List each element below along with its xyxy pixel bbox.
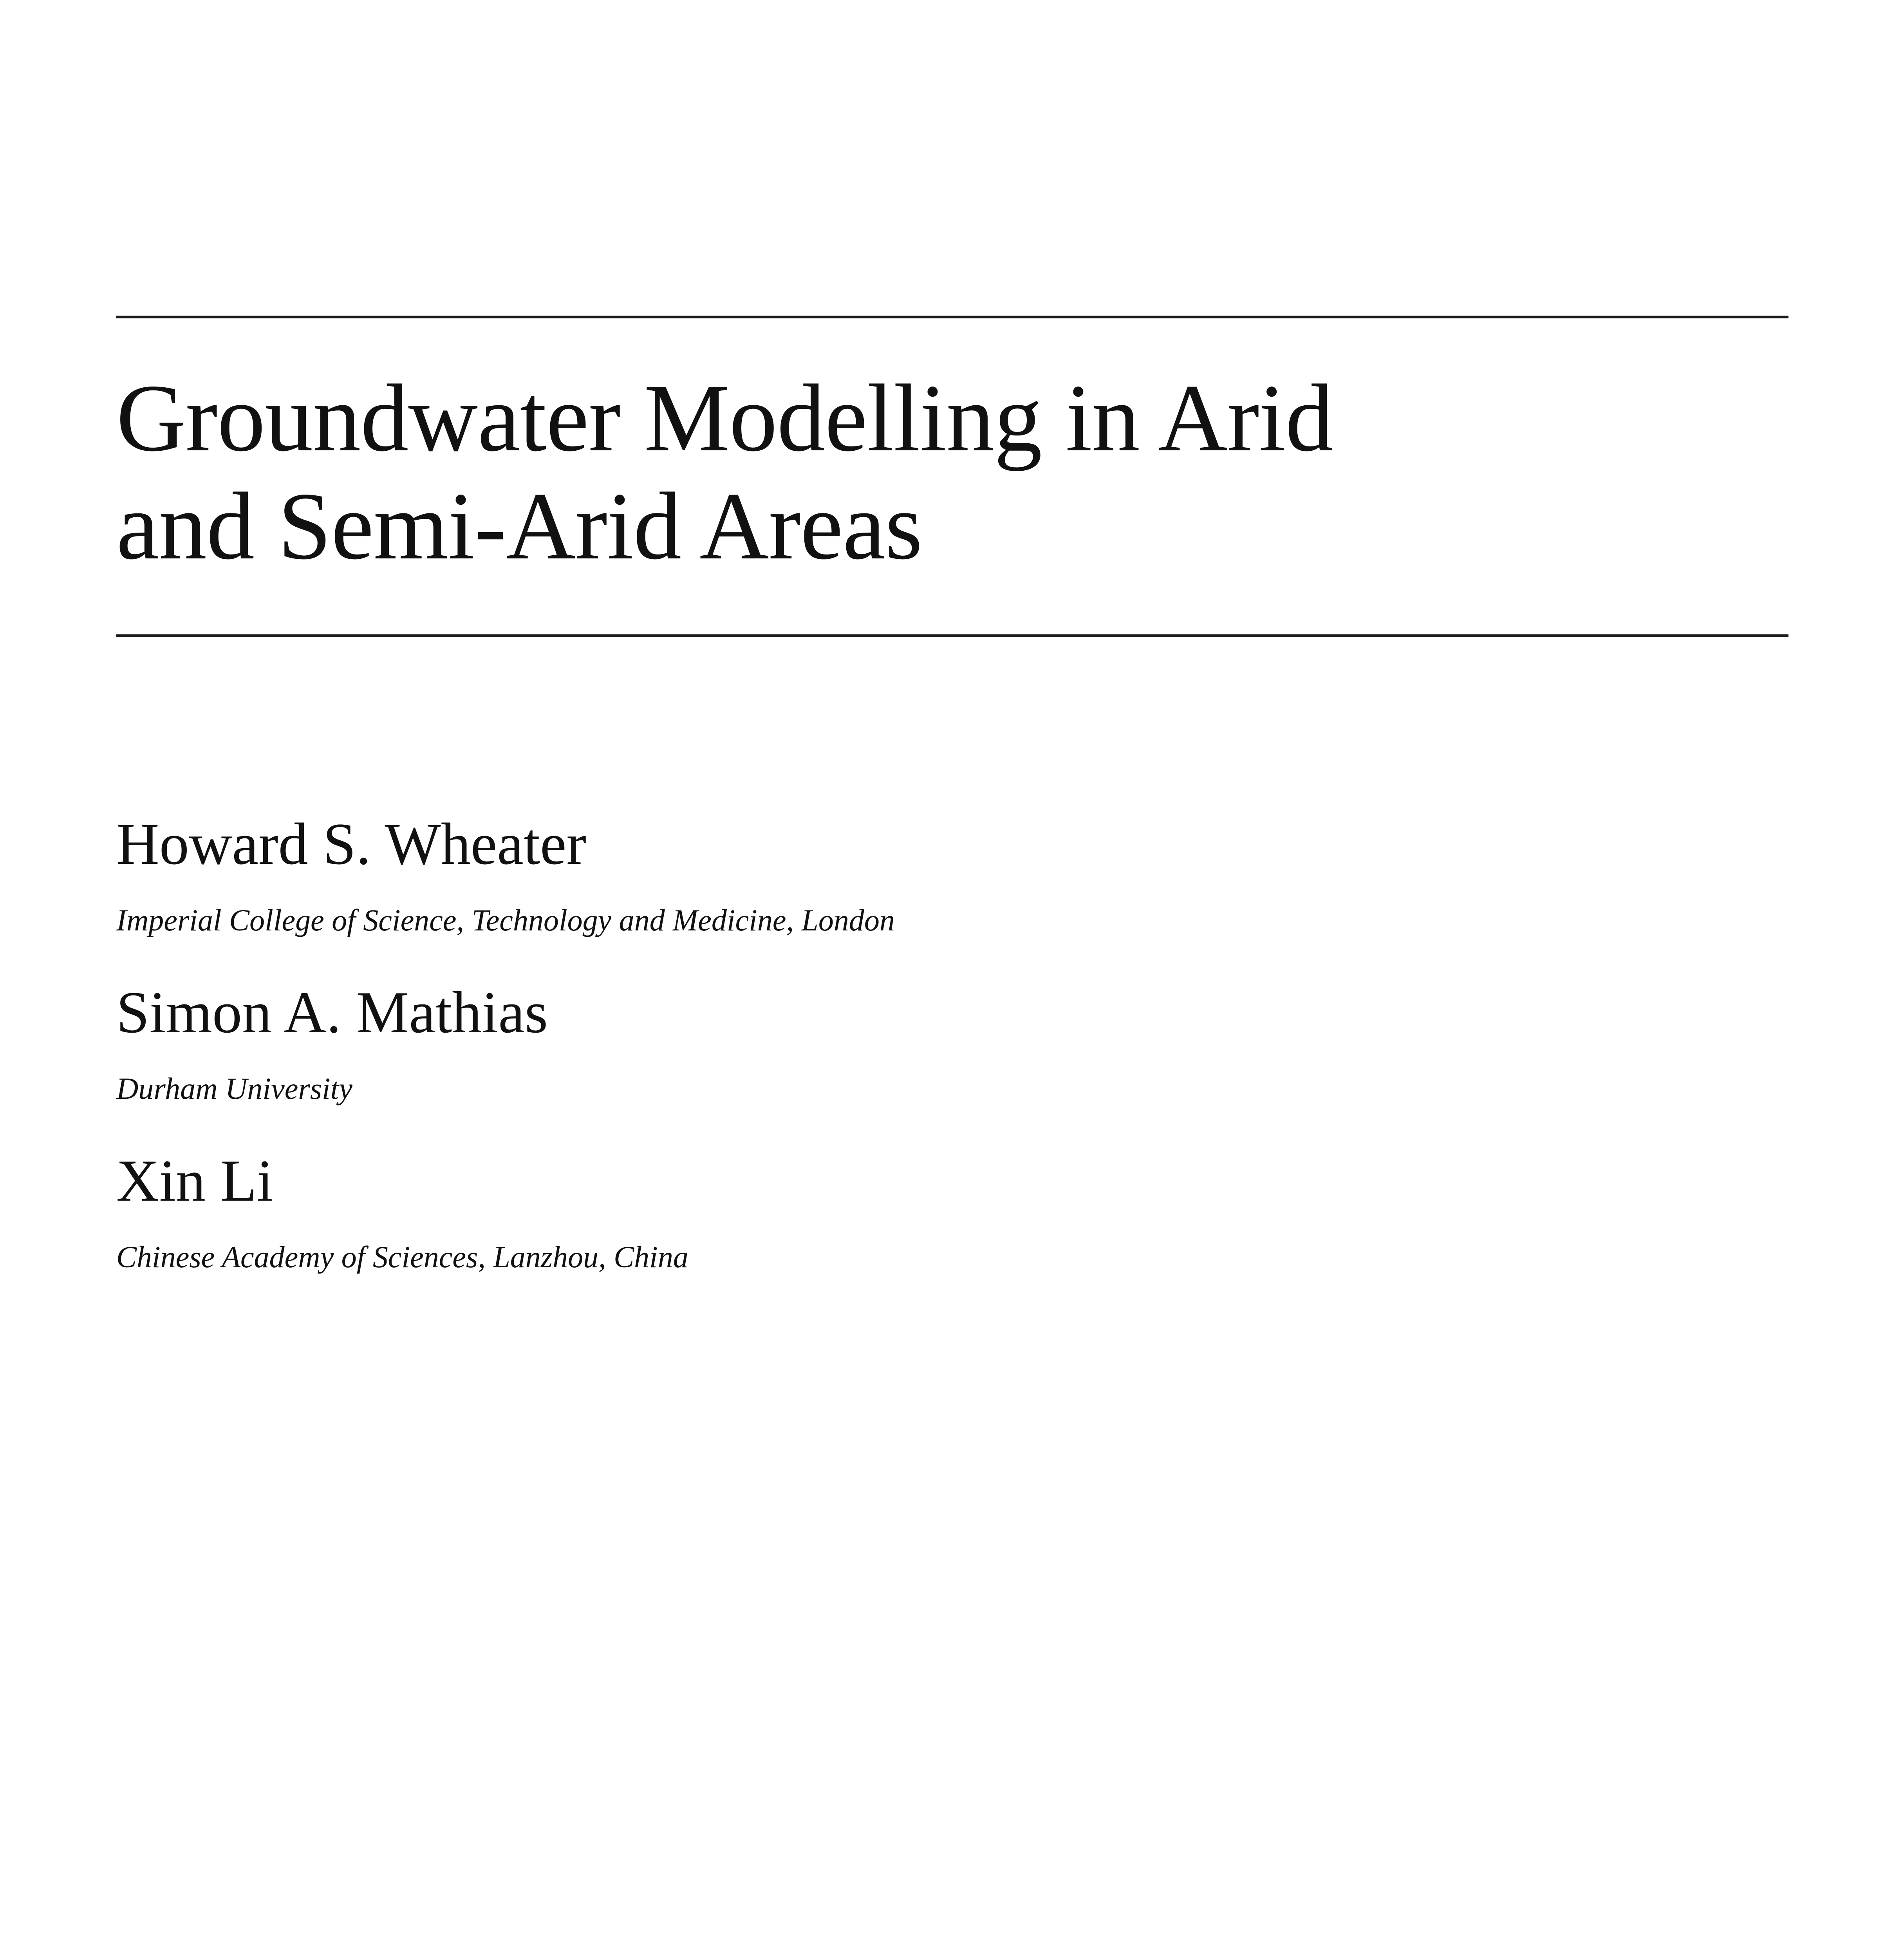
bottom-rule [116,634,1788,637]
author-affiliation: Durham University [116,1071,353,1105]
author-affiliation: Chinese Academy of Sciences, Lanzhou, China [116,1240,688,1274]
top-rule [116,316,1788,318]
author-affiliation: Imperial College of Science, Technology and Medicine, London [116,903,895,937]
title-line-2: and Semi-Arid Areas [116,473,922,580]
author-name: Xin Li [116,1148,274,1214]
author-name: Howard S. Wheater [116,811,587,877]
title-line-1: Groundwater Modelling in Arid [116,365,1333,471]
book-title [116,364,1761,580]
author-name: Simon A. Mathias [116,979,548,1045]
